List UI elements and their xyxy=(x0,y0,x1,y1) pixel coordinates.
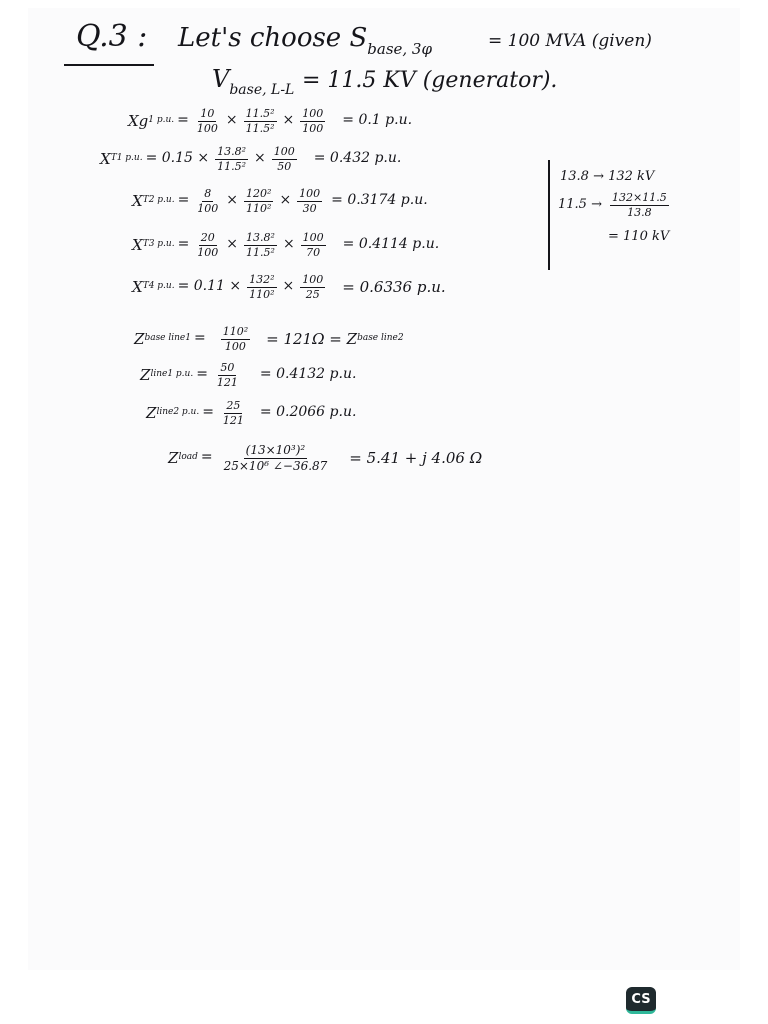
denominator: 110² xyxy=(249,287,275,301)
numerator: 100 xyxy=(302,273,324,286)
term-operator: × xyxy=(282,278,295,295)
reactance-row-t3 xyxy=(132,232,439,258)
row-subscript: base line1 xyxy=(144,333,191,344)
question-heading xyxy=(76,20,147,53)
row-result: = 0.4132 p.u. xyxy=(259,366,357,383)
row-result: = 0.6336 p.u. xyxy=(342,277,446,296)
term-operator: × xyxy=(226,236,239,253)
denominator: 30 xyxy=(302,201,317,215)
denominator: 70 xyxy=(306,245,321,259)
fraction xyxy=(195,232,220,258)
intro-text: Let's choose S xyxy=(178,23,368,53)
fraction xyxy=(195,108,220,134)
reactance-row-g1 xyxy=(128,108,412,134)
denominator: 100 xyxy=(302,121,324,135)
fraction xyxy=(195,188,220,214)
impedance-row-base xyxy=(134,326,404,352)
fraction xyxy=(244,108,277,134)
row-result: = 5.41 + j 4.06 Ω xyxy=(349,448,483,467)
term-operator: = 0.15 × xyxy=(145,150,210,167)
denominator: 25 xyxy=(305,287,320,301)
vbase-statement xyxy=(212,66,557,98)
side-note-fraction xyxy=(610,192,669,218)
numerator: 11.5² xyxy=(245,107,275,120)
term-operator: = xyxy=(202,404,214,421)
side-note-divider xyxy=(548,160,550,270)
denominator: 100 xyxy=(196,121,218,135)
numerator: 110² xyxy=(222,325,249,338)
row-subscript: T3 p.u. xyxy=(142,239,175,250)
sbase-value: = 100 MVA (given) xyxy=(488,31,652,51)
denominator: 100 xyxy=(197,245,219,259)
term-operator: × xyxy=(254,150,266,167)
load-impedance-row xyxy=(168,444,482,472)
fraction xyxy=(215,362,240,388)
numerator: 13.8² xyxy=(246,231,275,244)
numerator: 100 xyxy=(302,231,324,244)
term-operator: = xyxy=(177,192,190,209)
row-label: X xyxy=(132,191,143,210)
row-subscript: 1 p.u. xyxy=(148,115,175,126)
fraction xyxy=(222,444,330,472)
fraction xyxy=(244,188,273,214)
row-subscript: load xyxy=(178,452,198,463)
row-label: Z xyxy=(146,403,157,422)
question-underline xyxy=(64,64,154,66)
numerator: (13×10³)² xyxy=(245,443,306,457)
denominator: 121 xyxy=(216,375,238,389)
row-label: Z xyxy=(168,448,179,467)
denominator: 50 xyxy=(277,159,292,173)
row-label: Z xyxy=(134,329,145,348)
fraction xyxy=(244,232,277,258)
term-operator: × xyxy=(225,112,238,129)
side-note-line1: 13.8 → 132 kV xyxy=(560,169,655,184)
numerator: 8 xyxy=(204,187,212,200)
reactance-row-t4 xyxy=(132,274,446,300)
denominator: 100 xyxy=(224,339,246,353)
row-subscript: T1 p.u. xyxy=(110,153,143,164)
denominator: 110² xyxy=(246,201,272,215)
denominator: 121 xyxy=(222,413,244,427)
side-note-line2 xyxy=(558,192,672,218)
row-result: = 0.4114 p.u. xyxy=(342,236,440,253)
denominator: 11.5² xyxy=(217,159,247,173)
numerator: 120² xyxy=(246,187,272,200)
row-subscript: line2 p.u. xyxy=(156,407,200,418)
numerator: 100 xyxy=(273,145,295,158)
fraction xyxy=(301,232,326,258)
denominator: 25×10⁶ ∠−36.87 xyxy=(223,458,328,473)
fraction xyxy=(300,274,325,300)
denominator: 11.5² xyxy=(246,245,275,259)
impedance-row-line1 xyxy=(140,362,356,388)
fraction xyxy=(297,188,322,214)
sbase-subscript: base, 3φ xyxy=(367,40,432,58)
fraction xyxy=(272,146,297,172)
row-subscript: line1 p.u. xyxy=(150,369,194,380)
reactance-row-t2 xyxy=(132,188,428,214)
numerator: 13.8² xyxy=(217,145,247,158)
fraction xyxy=(221,400,246,426)
numerator: 20 xyxy=(200,231,215,244)
camscanner-logo xyxy=(626,987,656,1014)
fraction xyxy=(215,146,248,172)
vbase-subscript: base, L-L xyxy=(229,82,295,98)
vbase-label: V xyxy=(212,65,230,93)
term-operator: = xyxy=(196,366,208,383)
logo-text: CS xyxy=(631,991,651,1007)
numerator: 10 xyxy=(200,107,215,120)
numerator: 132² xyxy=(249,273,275,286)
side-note-line3: = 110 kV xyxy=(608,229,670,244)
row-subscript: T4 p.u. xyxy=(142,281,175,292)
term-operator: × xyxy=(279,192,292,209)
term-operator: = 0.11 × xyxy=(177,278,242,295)
row-label: X xyxy=(132,277,143,296)
row-label: X xyxy=(100,149,111,168)
row-result: = 0.3174 p.u. xyxy=(331,192,428,209)
row-subscript: T2 p.u. xyxy=(142,195,175,206)
side-note-line2-label: 11.5 → xyxy=(558,196,602,212)
term-operator: × xyxy=(282,112,295,129)
sbase-statement xyxy=(178,24,432,58)
question-number: Q.3 : xyxy=(76,19,148,54)
result-subscript: base line2 xyxy=(357,333,404,344)
row-result: = 0.1 p.u. xyxy=(342,112,413,129)
term-operator: = xyxy=(177,112,189,129)
term-operator: × xyxy=(226,192,239,209)
term-operator: = xyxy=(193,330,206,347)
numerator: 100 xyxy=(299,187,321,200)
fraction xyxy=(300,108,325,134)
vbase-value: = 11.5 KV (generator). xyxy=(302,68,558,93)
numerator: 25 xyxy=(226,399,241,412)
row-label: X xyxy=(132,235,143,254)
row-result: = 0.432 p.u. xyxy=(313,150,402,167)
term-operator: = xyxy=(177,236,190,253)
reactance-row-t1 xyxy=(100,146,401,172)
fraction xyxy=(247,274,276,300)
row-label: Z xyxy=(140,365,151,384)
row-result: = 121Ω = Z xyxy=(266,329,358,348)
term-operator: = xyxy=(200,449,213,466)
numerator: 100 xyxy=(302,107,324,120)
fraction xyxy=(221,326,250,352)
denominator: 100 xyxy=(197,201,219,215)
denominator: 13.8 xyxy=(627,205,652,219)
numerator: 50 xyxy=(220,361,235,374)
row-label: Xg xyxy=(128,111,149,130)
numerator: 132×11.5 xyxy=(611,191,667,204)
impedance-row-line2 xyxy=(146,400,356,426)
row-result: = 0.2066 p.u. xyxy=(259,404,357,421)
term-operator: × xyxy=(282,236,295,253)
denominator: 11.5² xyxy=(245,121,275,135)
